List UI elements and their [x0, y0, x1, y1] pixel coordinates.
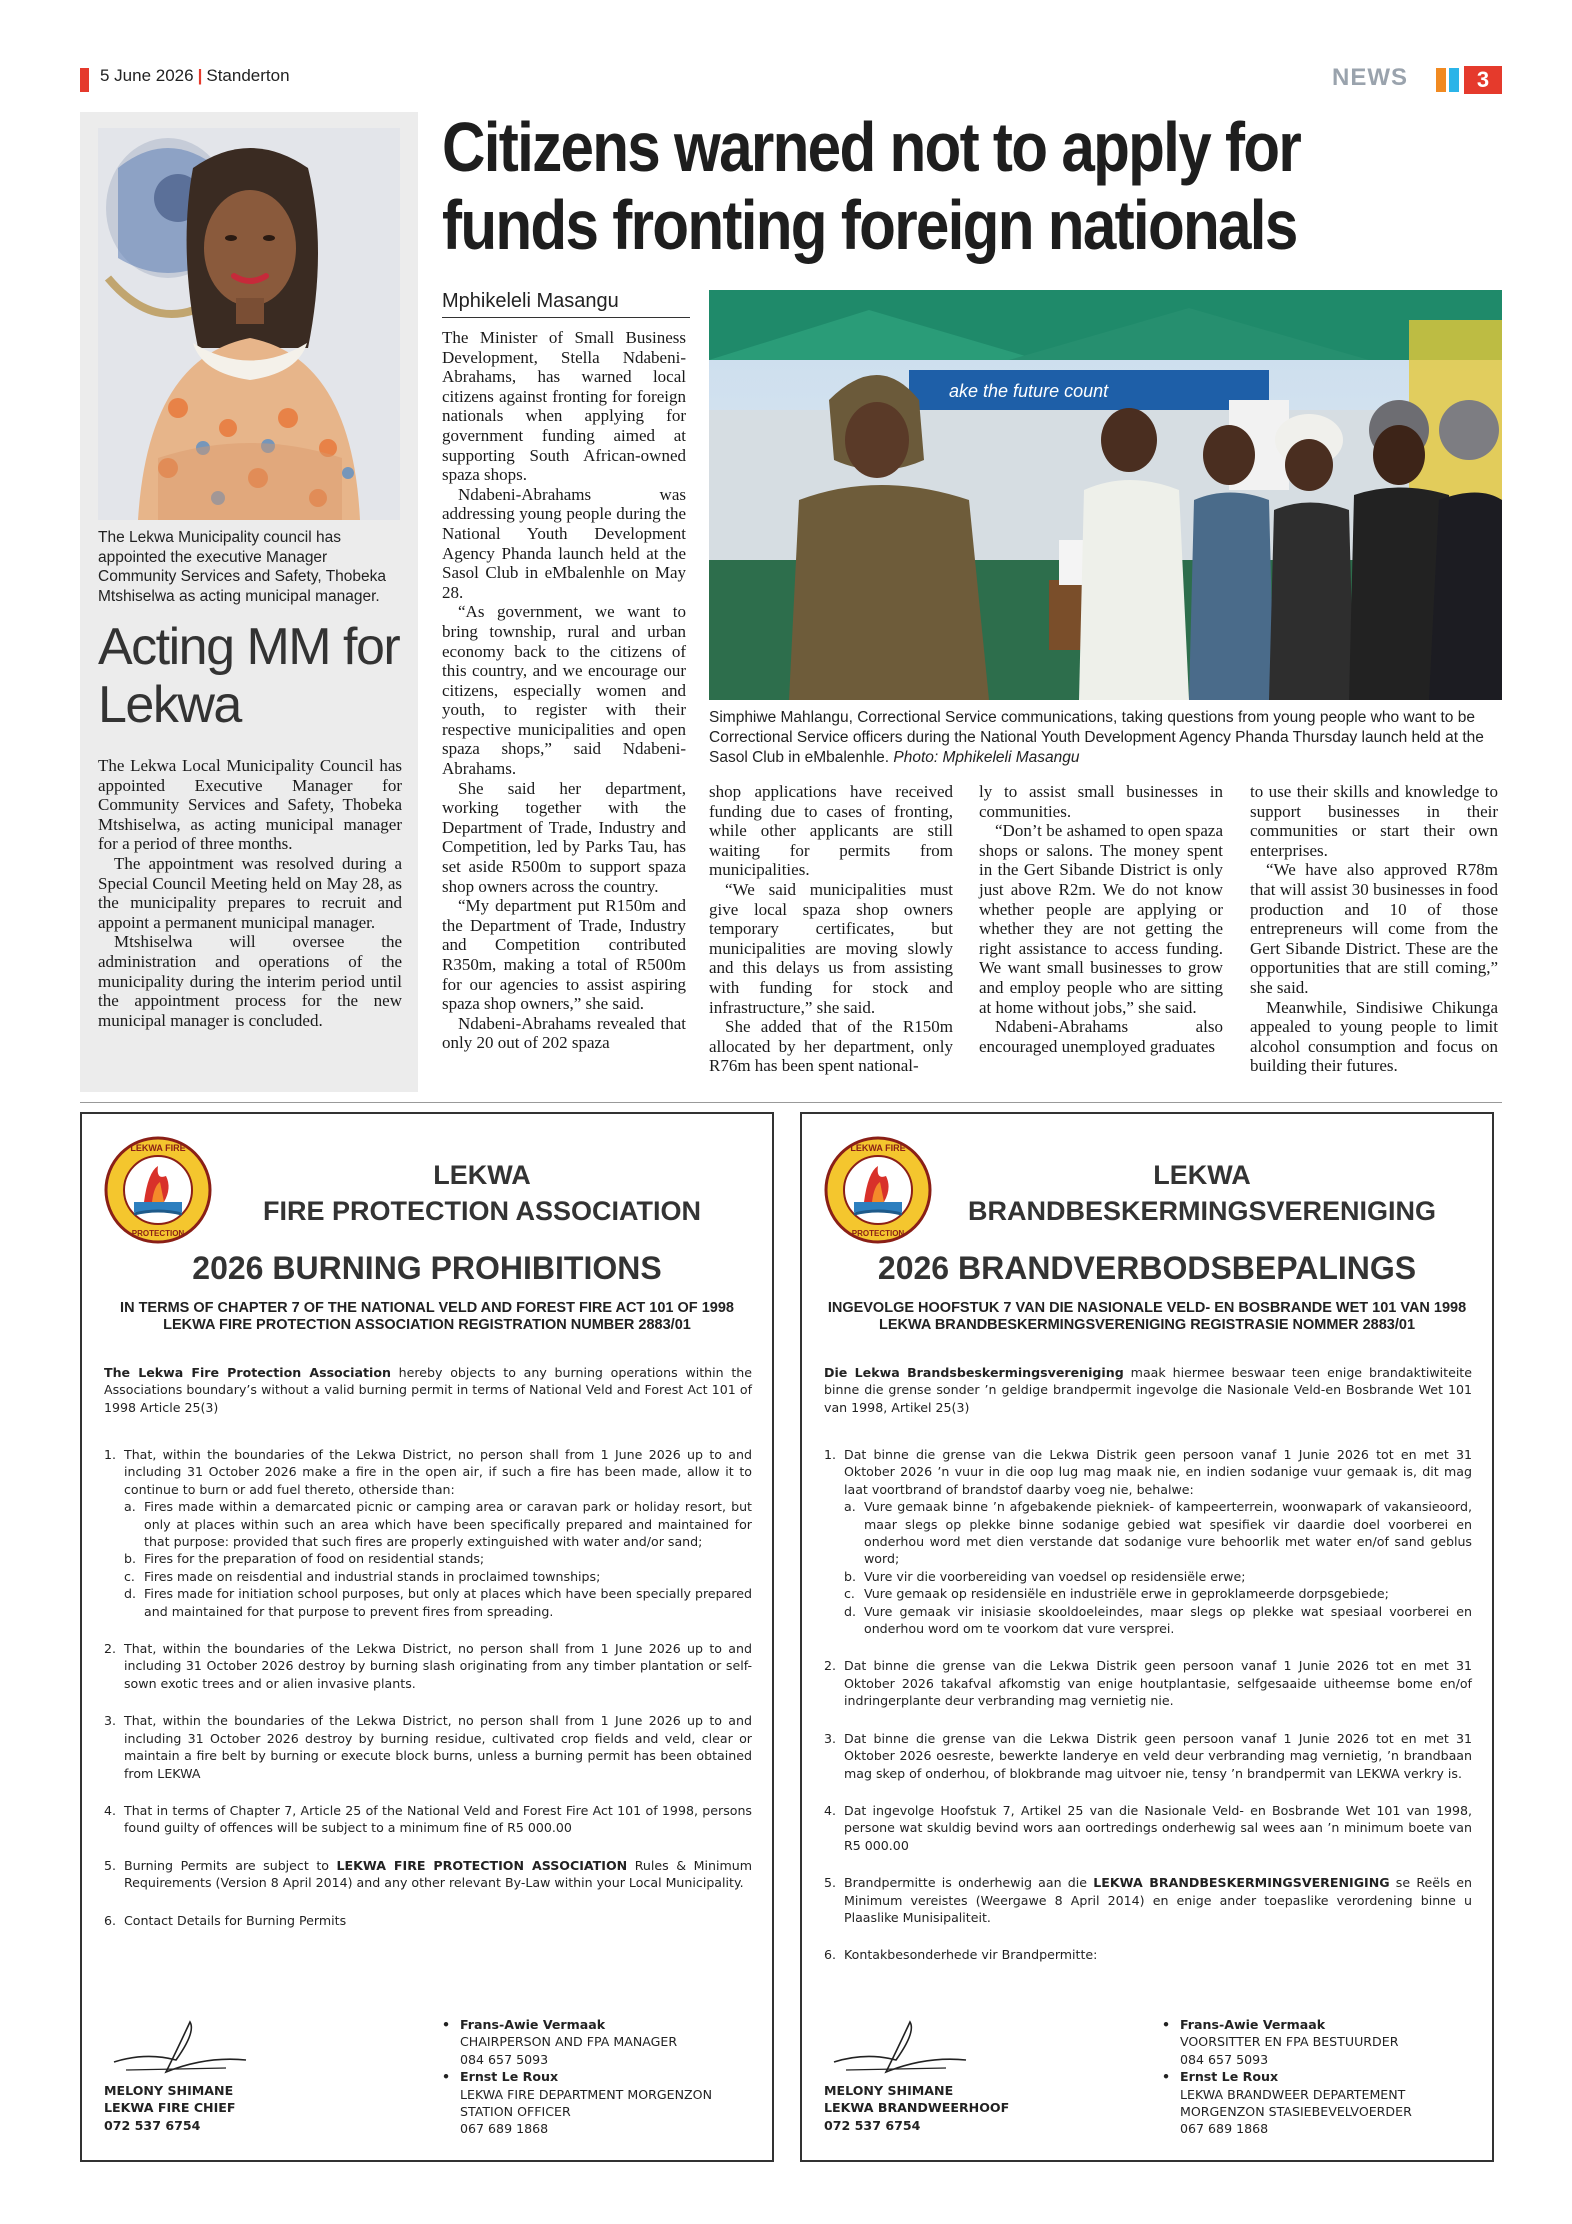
subitem-letter: b. [124, 1551, 136, 1567]
item-number: 6. [104, 1912, 117, 1928]
notice-item [104, 1802, 752, 1837]
item-text: That, within the boundaries of the Lekwa District, no person shall from 1 June 2026 up to and including 31 October 2026 destroy by burning residue, cultivated crop fields and veld, clear or maintain a fire belt by burning or execute block burns, unless a burning permit has been obtained from LEKWA [124, 1713, 752, 1781]
notice-subitem [124, 1568, 752, 1585]
item-number: 1. [824, 1447, 837, 1462]
item-text: Contact Details for Burning Permits [124, 1912, 347, 1928]
notice-contacts [440, 2016, 760, 2138]
portrait-photo [98, 128, 400, 520]
notice-subitems [124, 1498, 752, 1620]
signatory-name: MELONY SHIMANE [104, 2083, 234, 2098]
notice-item [824, 1730, 1472, 1782]
contact-phone: 067 689 1868 [1180, 2121, 1269, 2137]
contact-name: • Ernst Le Roux [1160, 2068, 1480, 2085]
article-paragraph: Ndabeni-Abrahams revealed that only 20 out of 202 spaza [442, 1013, 686, 1053]
svg-text:LEKWA FIRE: LEKWA FIRE [130, 1143, 186, 1153]
notice-org-line1: LEKWA [433, 1160, 531, 1190]
subitem-text: Vure gemaak op residensiële en industriële erwe in geproklameerde dorpsgebiede; [864, 1586, 1389, 1602]
item-text: Dat binne die grense van die Lekwa Distrik geen persoon vanaf 1 Junie 2026 tot en met 31 Oktober 2026 takafval afkomstig van enige houtplantasie, selfgesaaide uitheemse bome en/of indringerplante deur verbranding mag vernietig nie. [844, 1658, 1472, 1709]
tent-banner-text: ake the future count [949, 381, 1109, 401]
subitem-text: Fires made within a demarcated picnic or camping area or caravan park or holiday resort, but only at places within such an area which have been specifically prepared and maintained for that purpose: provided that such fires are properly extinguished with water and/or sand; [144, 1499, 752, 1550]
notice-intro [104, 1364, 752, 1416]
sidebar-paragraph: The appointment was resolved during a Special Council Meeting held on May 28, as the municipality prepares to recruit and appoint a permanent municipal manager. [98, 853, 402, 932]
svg-text:LEKWA FIRE: LEKWA FIRE [850, 1143, 906, 1153]
notice-item [824, 1446, 1472, 1637]
article-paragraph: The Minister of Small Business Development, Stella Ndabeni-Abrahams, has warned local citizens against fronting for foreign nationals when applying for government funding aimed at supporting South African-owned spaza shops. [442, 328, 686, 485]
contact-name: • Ernst Le Roux [440, 2068, 760, 2085]
article-paragraph: “As government, we want to bring township, rural and urban economy back to the citizens of this country, and we encourage our citizens, especially women and youth, to register with their respective municipalities and open spaza shops,” said Ndabeni-Abrahams. [442, 602, 686, 779]
item-text-after: Rules & Minimum Requirements (Version 8 April 2014) and any other relevant By-Law within your Local Municipality. [124, 1857, 752, 1891]
headline-line: Citizens warned not to apply for [442, 108, 1301, 186]
item-number: 5. [824, 1875, 837, 1891]
notice-org-line2: BRANDBESKERMINGSVERENIGING [967, 1196, 1437, 1226]
notice-title: 2026 BURNING PROHIBITIONS [192, 1250, 662, 1286]
item-text: Kontakbesonderhede vir Brandpermitte: [844, 1947, 1098, 1963]
subitem-text: Vure gemaak vir inisiasie skooldoeleindes, maar slegs op plekke wat spesiaal voorberei en onderhou word om te voorkom dat vure versprei. [864, 1603, 1472, 1637]
notice-subitem [124, 1585, 752, 1620]
article-column-4 [1250, 782, 1498, 1076]
subitem-letter: a. [124, 1499, 136, 1515]
article-paragraph: to use their skills and knowledge to support businesses in their communities or start their own enterprises. [1250, 782, 1498, 860]
notice-english [80, 1112, 774, 2162]
notice-subitems [844, 1498, 1472, 1637]
item-text-after: se Reëls en Minimum vereistes (Weergawe 8 April 2014) en enige ander toepaslike verordening binne u Plaaslike Munisipaliteit. [844, 1875, 1472, 1925]
portrait-illustration [98, 128, 400, 520]
signature-icon [106, 2012, 256, 2084]
article-column-1 [442, 328, 686, 1053]
notice-intro-rest: maak hiermee beswaar teen enige brandaktiwiteite binne die grense sonder ’n geldige brandpermit ingevolge die Nasionale Veld-en Bosbrande Wet 101 van 1998, Artikel 25(3) [824, 1365, 1472, 1415]
section-accent-orange [1436, 68, 1446, 92]
article-paragraph: She said her department, working together with the Department of Trade, Industry and Competition, led by Parks Tau, has set aside R500m to support spaza shop owners across the country. [442, 778, 686, 896]
sidebar-paragraph: The Lekwa Local Municipality Council has appointed Executive Manager for Community Services and Safety, Thobeka Mtshiselwa, as acting municipal manager for a period of three months. [98, 756, 402, 854]
notice-signatory [104, 2082, 404, 2134]
page-number: 3 [1464, 66, 1502, 94]
notice-item [824, 1657, 1472, 1709]
notice-subtitle: INGEVOLGE HOOFSTUK 7 VAN DIE NASIONALE VELD- EN BOSBRANDE WET 101 VAN 1998 LEKWA BRANDBESKERMINGSVERENIGING REGISTRASIE NOMMER 2883/01 [827, 1300, 1467, 1333]
article-paragraph: ly to assist small businesses in communities. [979, 782, 1223, 821]
notice-signatory [824, 2082, 1124, 2134]
svg-text:PROTECTION: PROTECTION [131, 1229, 185, 1238]
contact-role: LEKWA BRANDWEER DEPARTEMENT [1180, 2086, 1406, 2102]
notice-subitem [124, 1550, 752, 1567]
item-text: Dat binne die grense van die Lekwa Distrik geen persoon vanaf 1 Junie 2026 tot en met 31 Oktober 2026 ’n vuur in die oop lug mag maak nie, en indien sodanige vuur gemaak is, dit mag laat voortbrand of brandstof daarby voeg nie, behalwe: [844, 1447, 1472, 1497]
article-paragraph: “We said municipalities must give local spaza shop owners temporary certificates, but municipalities are moving slowly and this delays us from assisting with funding for stock and infrastructure,” she said. [709, 879, 953, 1017]
item-number: 6. [824, 1947, 837, 1963]
notice-subitem [844, 1603, 1472, 1638]
header-location: Standerton [206, 66, 290, 85]
notice-subtitle: IN TERMS OF CHAPTER 7 OF THE NATIONAL VELD AND FOREST FIRE ACT 101 OF 1998 LEKWA FIRE PROTECTION ASSOCIATION REGISTRATION NUMBER 2883/01 [120, 1300, 734, 1333]
item-number: 4. [104, 1802, 117, 1818]
subitem-text: Fires made for initiation school purposes, but only at places which have been specially prepared and maintained for that purpose to prevent fires from spreading. [144, 1586, 752, 1619]
signature-icon [826, 2012, 976, 2084]
subitem-letter: c. [124, 1568, 135, 1584]
article-paragraph: She added that of the R150m allocated by her department, only R76m has been spent national- [709, 1017, 953, 1076]
contact-name: • Frans-Awie Vermaak [440, 2016, 760, 2033]
notice-item [104, 1446, 752, 1620]
contact-role: MORGENZON STASIEBEVELVOERDER [1180, 2104, 1412, 2120]
contact-role: CHAIRPERSON AND FPA MANAGER [460, 2034, 678, 2050]
contact-role: LEKWA FIRE DEPARTMENT MORGENZON [460, 2086, 712, 2102]
notice-item [104, 1857, 752, 1892]
photo-credit: Photo: Mphikeleli Masangu [893, 749, 1080, 766]
item-number: 3. [104, 1713, 117, 1729]
signatory-name: MELONY SHIMANE [824, 2083, 954, 2098]
photo-caption-text: Simphiwe Mahlangu, Correctional Service communications, taking questions from young people who want to be Correctional Service officers during the National Youth Development Agency Phanda Thursday launch held at the Sasol Club in eMbalenhle. [709, 709, 1484, 766]
subitem-letter: d. [124, 1586, 136, 1602]
notice-intro-bold: The Lekwa Fire Protection Association [104, 1365, 391, 1380]
signatory-phone: 072 537 6754 [824, 2117, 921, 2133]
sidebar-headline: Acting MM for Lekwa [98, 618, 400, 734]
item-text: Dat ingevolge Hoofstuk 7, Artikel 25 van die Nasionale Veld- en Bosbrande Wet 101 van 1998, persone wat skuldig bevind wors aan oortredings onderhewig sal wees aan ’n minimum boete van R5 000.00 [844, 1802, 1472, 1853]
signatory-title: LEKWA FIRE CHIEF [104, 2100, 236, 2116]
notice-item [824, 1946, 1472, 1963]
article-byline: Mphikeleli Masangu [442, 290, 690, 318]
sidebar-paragraph: Mtshiselwa will oversee the administration and operations of the municipality during the interim period until the appointment process for the new municipal manager is concluded. [98, 932, 402, 1030]
header-dateline [100, 66, 290, 86]
headline-line: funds fronting foreign nationals [442, 186, 1297, 264]
item-number: 1. [104, 1447, 117, 1462]
item-text: That, within the boundaries of the Lekwa District, no person shall from 1 June 2026 up to and including 31 October 2026 destroy by burning slash originating from any timber plantation or self-sown exotic trees and or alien invasive plants. [124, 1641, 752, 1691]
article-headline [442, 108, 1354, 264]
item-number: 2. [824, 1658, 837, 1674]
notice-subitem [844, 1585, 1472, 1602]
article-paragraph: Ndabeni-Abrahams was addressing young people during the National Youth Development Agency Phanda launch held at the Sasol Club in eMbalenhle on May 28. [442, 484, 686, 602]
subitem-letter: c. [844, 1586, 855, 1602]
subitem-letter: a. [844, 1499, 856, 1515]
subitem-letter: b. [844, 1568, 856, 1584]
article-paragraph: Ndabeni-Abrahams also encouraged unemployed graduates [979, 1017, 1223, 1056]
notice-subitem [844, 1568, 1472, 1585]
item-text-bold: LEKWA BRANDBESKERMINGSVERENIGING [1093, 1875, 1390, 1891]
article-paragraph: “My department put R150m and the Department of Trade, Industry and Competition contributed R350m, making a total of R500m for our agencies to assist aspiring spaza shop owners,” she said. [442, 896, 686, 1014]
contact-role: STATION OFFICER [460, 2104, 571, 2120]
notice-contacts [1160, 2016, 1480, 2138]
notice-intro-bold: Die Lekwa Brandsbeskermingsvereniging [824, 1365, 1124, 1380]
notice-org-line1: LEKWA [1153, 1160, 1251, 1190]
item-text-before: Burning Permits are subject to [124, 1857, 337, 1873]
event-scene-illustration [709, 290, 1502, 700]
article-column-3 [979, 782, 1223, 1056]
notice-subitem [124, 1498, 752, 1550]
contact-phone: 084 657 5093 [1180, 2051, 1269, 2067]
notice-item [104, 1712, 752, 1782]
item-number: 4. [824, 1802, 837, 1818]
item-number: 5. [104, 1857, 117, 1873]
article-paragraph: Meanwhile, Sindisiwe Chikunga appealed to young people to limit alcohol consumption and focus on building their futures. [1250, 997, 1498, 1076]
svg-text:PROTECTION: PROTECTION [851, 1229, 905, 1238]
signatory-phone: 072 537 6754 [104, 2117, 201, 2133]
signatory-title: LEKWA BRANDWEERHOOF [824, 2100, 1010, 2116]
notice-org-line2: FIRE PROTECTION ASSOCIATION [262, 1196, 701, 1226]
item-number: 3. [824, 1730, 837, 1746]
notice-item [104, 1912, 752, 1929]
article-column-2 [709, 782, 953, 1076]
contact-phone: 084 657 5093 [460, 2051, 549, 2067]
article-paragraph: “Don’t be ashamed to open spaza shops or salons. The money spent in the Gert Sibande District is only just above R2m. We do not know whether people are applying or whether they are not getting the right assistance to access funding. We want small businesses to grow and employ people who are sitting at home without jobs,” she said. [979, 821, 1223, 1017]
article-paragraph: shop applications have received funding due to cases of fronting, while other applicants are still waiting for permits from municipalities. [709, 782, 953, 880]
notice-item [824, 1802, 1472, 1854]
header-accent-bar [80, 68, 89, 92]
notice-afrikaans [800, 1112, 1494, 2162]
item-text: That, within the boundaries of the Lekwa District, no person shall from 1 June 2026 up to and including 31 October 2026 make a fire in the open air, if such a fire has been made, allow it to continue to burn or add fuel thereto, otherside than: [124, 1447, 752, 1497]
subitem-text: Fires made on reisdential and industrial stands in proclaimed townships; [144, 1568, 601, 1584]
article-photo [709, 290, 1502, 700]
notice-items [824, 1446, 1472, 1984]
notice-title: 2026 BRANDVERBODSBEPALINGS [877, 1250, 1417, 1286]
notice-intro-rest: hereby objects to any burning operations within the Associations boundary’s without a valid burning permit in terms of National Veld and Forest Act 101 of 1998 Article 25(3) [104, 1365, 752, 1415]
notice-items [104, 1446, 752, 1949]
article-paragraph: “We have also approved R78m that will assist 30 businesses in food production and 10 of those entrepreneurs will come from the Gert Sibande District. These are the opportunities that are still coming,” she said. [1250, 860, 1498, 997]
item-number: 2. [104, 1641, 117, 1657]
subitem-text: Vure vir die voorbereiding van voedsel op residensiële erwe; [864, 1568, 1246, 1584]
fpa-logo-icon [824, 1136, 932, 1244]
item-text-bold: LEKWA FIRE PROTECTION ASSOCIATION [336, 1857, 628, 1873]
item-text: That in terms of Chapter 7, Article 25 of the National Veld and Forest Fire Act 101 of 1998, persons found guilty of offences will be subject to a minimum fine of R5 000.00 [124, 1802, 752, 1836]
header-separator: | [197, 66, 203, 85]
contact-role: VOORSITTER EN FPA BESTUURDER [1180, 2034, 1399, 2050]
notice-item [824, 1874, 1472, 1926]
section-label: NEWS [1332, 64, 1408, 91]
section-accent-blue [1449, 68, 1459, 92]
article-photo-caption [709, 708, 1502, 768]
subitem-text: Fires for the preparation of food on residential stands; [144, 1551, 485, 1567]
notice-subitem [844, 1498, 1472, 1568]
sidebar-story [98, 756, 402, 1030]
item-text-before: Brandpermitte is onderhewig aan die [844, 1875, 1094, 1891]
sidebar-photo-caption: The Lekwa Municipality council has appointed the executive Manager Community Services and Safety, Thobeka Mtshiselwa as acting municipal manager. [98, 529, 387, 605]
fpa-logo-icon [104, 1136, 212, 1244]
section-divider [80, 1102, 1502, 1103]
subitem-text: Vure gemaak binne ’n afgebakende piekniek- of kampeerterrein, woonwapark of vakansieoord, maar slegs op plekke binne sodanige gebied wat spesifiek vir daardie doel voorberei en onderhou word met dien verstande dat sodanige vure behoorlik met water en/of sand geblus word; [864, 1499, 1472, 1567]
contact-name: • Frans-Awie Vermaak [1160, 2016, 1480, 2033]
subitem-letter: d. [844, 1603, 856, 1619]
notice-intro [824, 1364, 1472, 1416]
header-date: 5 June 2026 [100, 66, 194, 85]
item-text: Dat binne die grense van die Lekwa Distrik geen persoon vanaf 1 Junie 2026 tot en met 31 Oktober 2026 oesreste, bewerkte landerye en veld deur verbranding mag vernietig, ’n brandbaan mag skep of onderhou, of blokbrande mag uitvoer nie, tensy ’n brandpermit van LEKWA verkry is. [844, 1730, 1472, 1781]
contact-phone: 067 689 1868 [460, 2121, 549, 2137]
notice-item [104, 1640, 752, 1692]
